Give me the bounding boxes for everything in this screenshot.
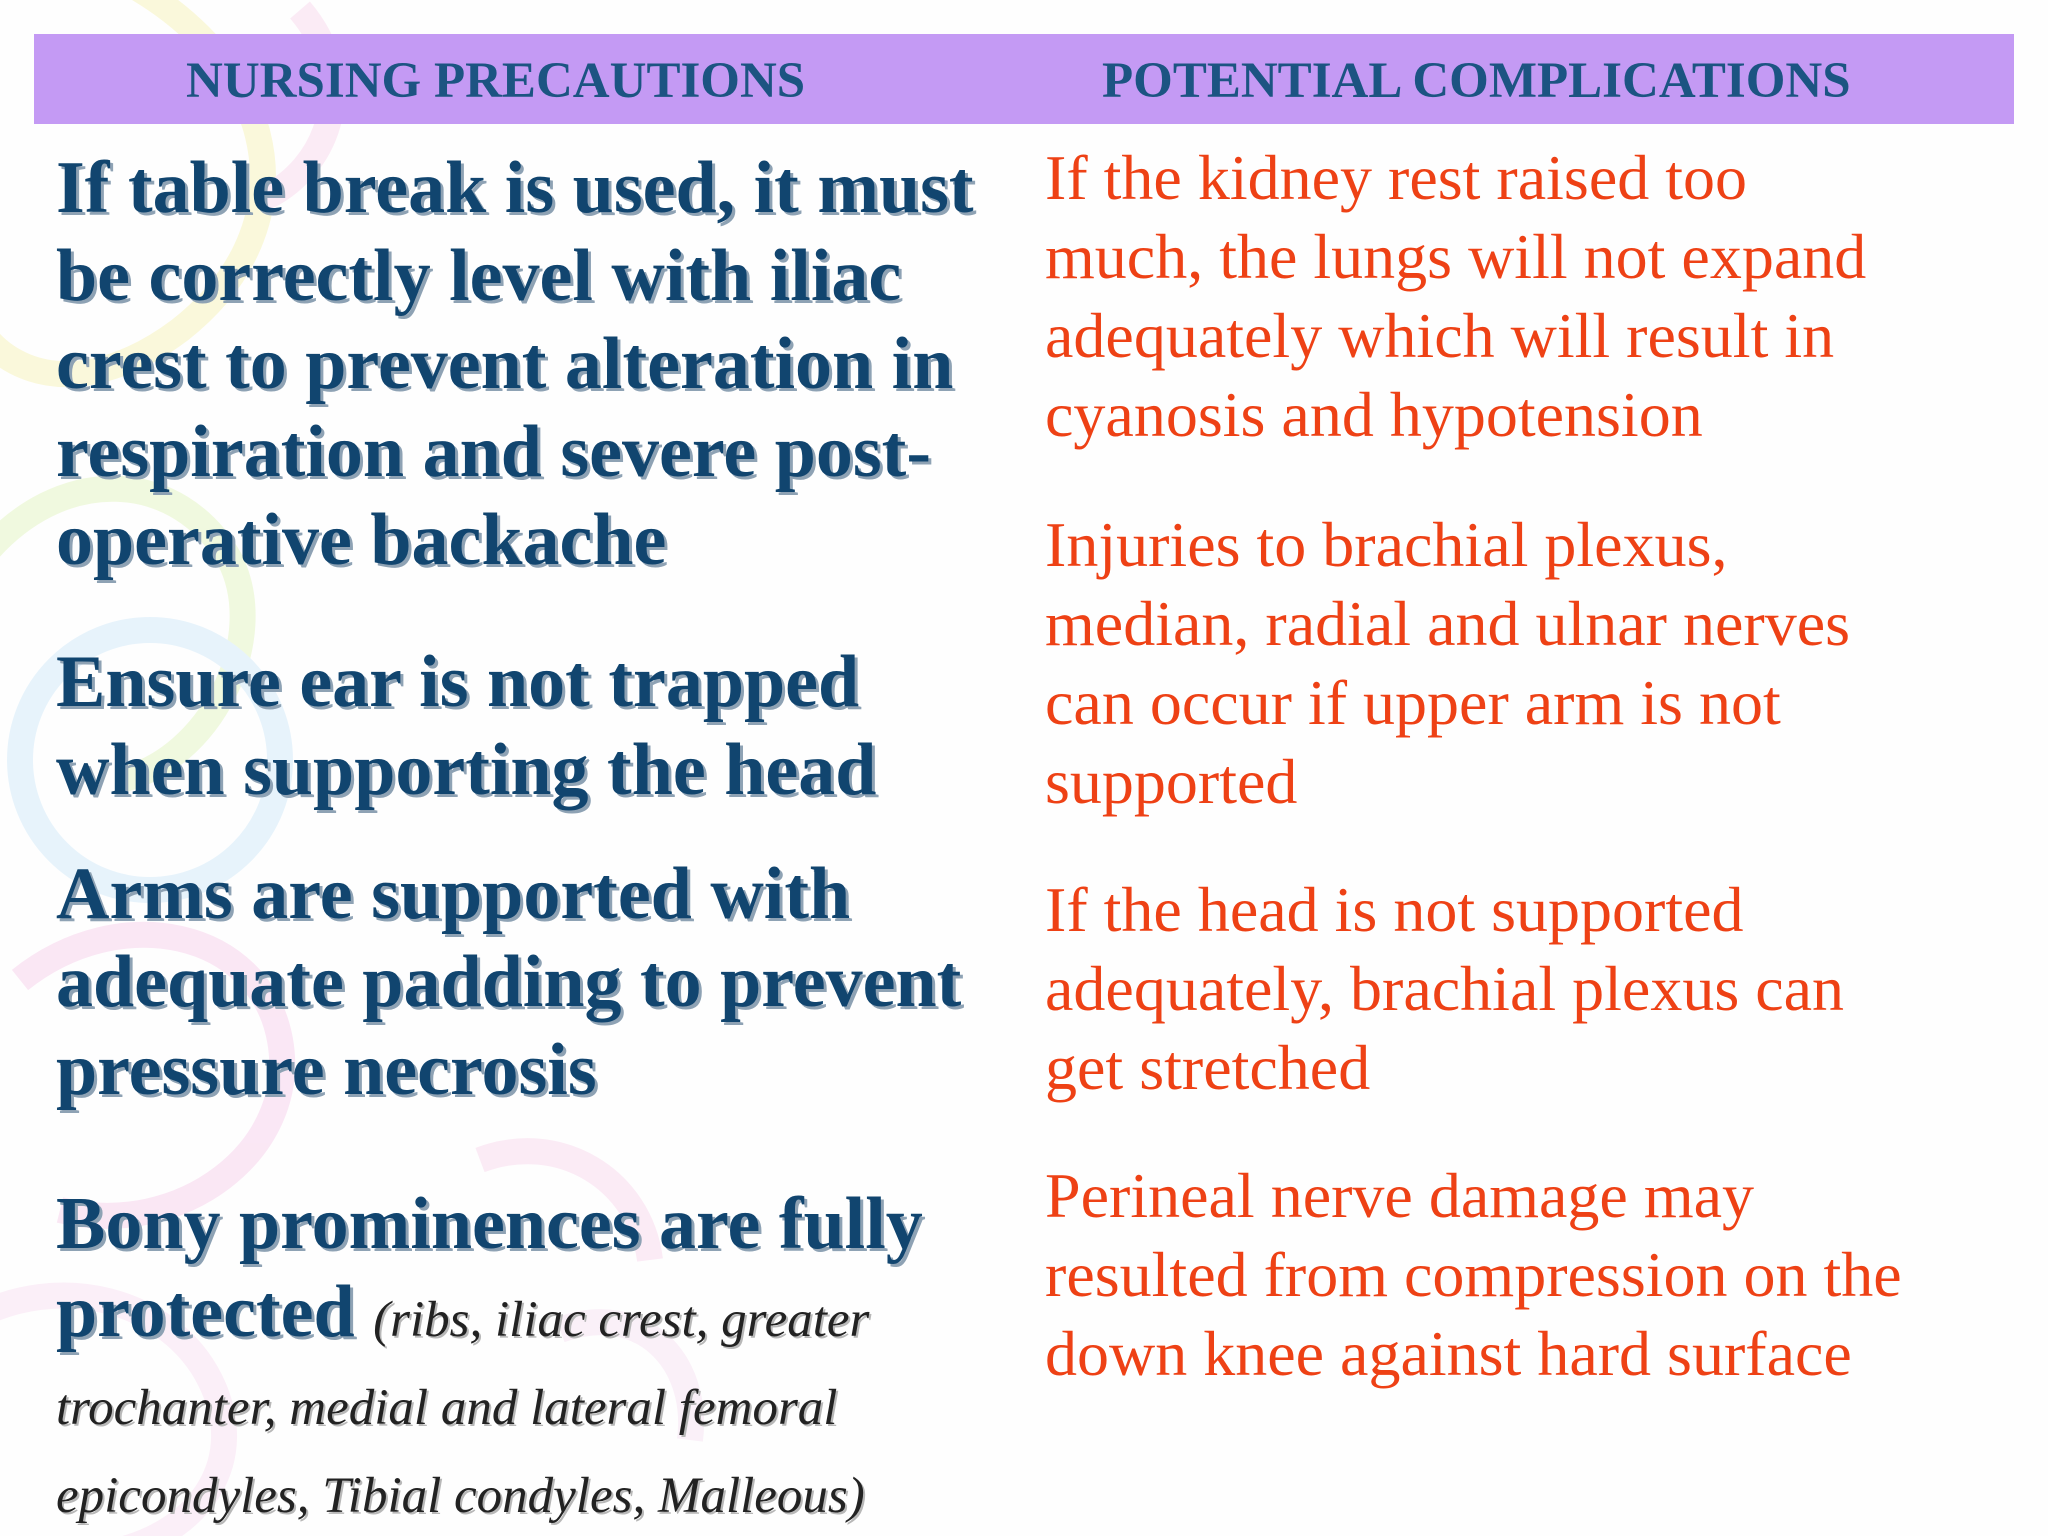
- complication-perineal-nerve: Perineal nerve damage may resulted from compression on the down knee against hard surface: [1045, 1160, 1902, 1389]
- precaution-ear-trapped: Ensure ear is not trapped when supporting the head: [56, 641, 877, 811]
- precaution-table-break: If table break is used, it must be correctly level with iliac crest to prevent alteration in respiration and severe post- operative backache: [56, 147, 974, 581]
- precaution-bony-prominences-main: Bony prominences are fully protected: [56, 1183, 923, 1353]
- complication-kidney-rest: If the kidney rest raised too much, the lungs will not expand adequately which will result in cyanosis and hypotension: [1045, 142, 1867, 450]
- precaution-arms-supported: Arms are supported with adequate padding to prevent pressure necrosis: [56, 853, 962, 1111]
- header-nursing-precautions: NURSING PRECAUTIONS: [186, 53, 806, 109]
- precaution-bony-prominences: [56, 1180, 1016, 1532]
- complication-head-support: If the head is not supported adequately, brachial plexus can get stretched: [1045, 874, 1845, 1103]
- header-potential-complications: POTENTIAL COMPLICATIONS: [1102, 53, 1851, 109]
- complication-brachial-injuries: Injuries to brachial plexus, median, radial and ulnar nerves can occur if upper arm is not supported: [1045, 509, 1850, 817]
- precaution-bony-prominences-note: (ribs, iliac crest, greater trochanter, medial and lateral femoral epicondyles, Tibial condyles, Malleous): [56, 1292, 870, 1524]
